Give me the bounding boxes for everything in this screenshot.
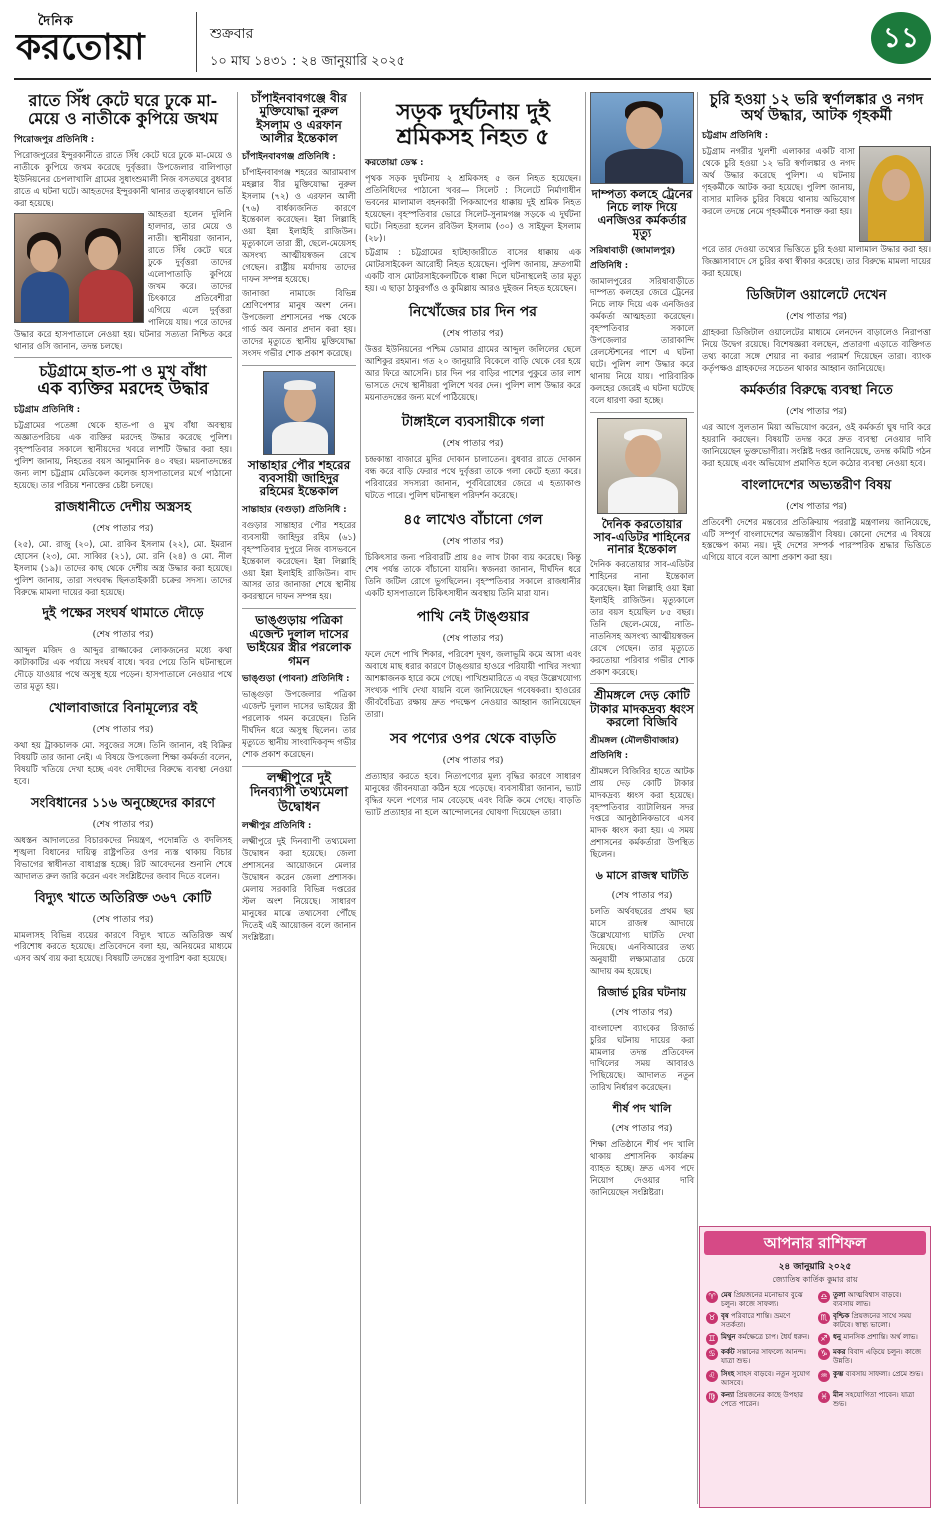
subhead: বাংলাদেশের অভ্যন্তরীণ বিষয় bbox=[741, 477, 892, 493]
continued-label: (শেষ পাতার পর) bbox=[92, 819, 154, 830]
zodiac-name: বৃষ bbox=[721, 1312, 729, 1321]
article-body: চিকিৎসার জন্য পরিবারটি প্রায় ৪৫ লাখ টাকা ব্যয় করেছে। কিন্তু শেষ পর্যন্ত তাকে বাঁচানো যায়নি। স্বজনরা জানান, দীর্ঘদিন ধরে তিনি জটিল রোগে ভুগছিলেন। বৃহস্পতিবার সকালে রাজধানীর একটি হাসপাতালে চিকিৎসাধীন অবস্থায় তিনি মারা যান। bbox=[365, 551, 581, 598]
continued-label: (শেষ পাতার পর) bbox=[786, 312, 847, 323]
zodiac-text: আত্মবিশ্বাস বাড়বে। ব্যবসায় লাভ। bbox=[833, 1291, 902, 1309]
news-photo bbox=[14, 213, 144, 323]
continued-label: (শেষ পাতার পর) bbox=[786, 406, 847, 417]
zodiac-text: কর্মক্ষেত্রে চাপ। ধৈর্য ধরুন। bbox=[735, 1333, 810, 1342]
byline: ভাঙ্গুড়া (পাবনা) প্রতিনিধি : bbox=[242, 674, 350, 685]
column-divider bbox=[697, 92, 698, 1504]
column-4 bbox=[590, 92, 694, 1199]
zodiac-icon: ♐ bbox=[818, 1333, 830, 1345]
zodiac-name: মেষ bbox=[721, 1291, 732, 1299]
zodiac-name: কন্যা bbox=[721, 1390, 735, 1399]
zodiac-icon: ♈ bbox=[706, 1291, 718, 1303]
continued-label: (শেষ পাতার পর) bbox=[442, 329, 504, 340]
zodiac-text: সন্তানের সাফল্যে আনন্দ। যাত্রা শুভ। bbox=[721, 1348, 806, 1366]
horoscope-sign bbox=[818, 1391, 924, 1409]
byline: লক্ষ্মীপুর প্রতিনিধি : bbox=[242, 821, 312, 832]
horoscope-sign bbox=[818, 1333, 924, 1345]
zodiac-name: মিথুন bbox=[721, 1333, 736, 1342]
zodiac-text: পরিবারে শান্তি। ভ্রমণে সতর্কতা। bbox=[721, 1312, 791, 1330]
obituary-photo bbox=[263, 371, 335, 455]
zodiac-name: কর্কট bbox=[721, 1348, 735, 1357]
article-body: গ্রাহকরা ডিজিটাল ওয়ালেটের মাধ্যমে লেনদেন বাড়ালেও নিরাপত্তা নিয়ে উদ্বেগ রয়েছে। বিশেষজ্ঞরা বলছেন, প্রতারণা এড়াতে ব্যক্তিগত তথ্য কারো সঙ্গে শেয়ার না করার পরামর্শ দিয়েছেন তারা। ব্যাংক কর্তৃপক্ষও গ্রাহকদের সচেতন থাকার আহ্বান জানিয়েছে। bbox=[702, 327, 931, 373]
article-body: বগুড়ার সান্তাহার পৌর শহরের ব্যবসায়ী জাহিদুর রহিম (৬১) বৃহস্পতিবার দুপুরে নিজ বাসভবনে ইন্তেকাল করেছেন। ইন্না লিল্লাহি ওয়া ইন্না ইলাইহি রাজিউন। বাদ আসর তার জানাজা শেষে স্থানীয় কবরস্থানে দাফন সম্পন্ন হয়। bbox=[242, 519, 356, 602]
headline-santahar: সান্তাহার পৌর শহরের ব্যবসায়ী জাহিদুর রহিমের ইন্তেকাল bbox=[247, 457, 351, 499]
zodiac-name: কুম্ভ bbox=[833, 1369, 844, 1378]
column-divider bbox=[360, 92, 361, 1504]
article-body: পরে তার দেওয়া তথ্যের ভিত্তিতে চুরি হওয়া মালামাল উদ্ধার করা হয়। জিজ্ঞাসাবাদে সে চুরির কথা স্বীকার করেছে। তার বিরুদ্ধে মামলা দায়ের করা হয়েছে। bbox=[702, 244, 931, 279]
subhead: শীর্ষ পদ খালি bbox=[612, 1102, 672, 1116]
zodiac-icon: ♊ bbox=[706, 1333, 718, 1345]
continued-label: (শেষ পাতার পর) bbox=[92, 725, 154, 736]
headline-attack: রাতে সিঁধ কেটে ঘরে ঢুকে মা-মেয়ে ও নাতীকে কুপিয়ে জখম bbox=[28, 91, 218, 128]
article-body: শ্রীমঙ্গলে বিজিবির হাতে আটক প্রায় দেড় কোটি টাকার মাদকদ্রব্য ধ্বংস করা হয়েছে। বৃহস্পতিবার ব্যাটালিয়ন সদর দপ্তরে আনুষ্ঠানিকভাবে এসব মাদক ধ্বংস করা হয়। এ সময় প্রশাসনের কর্মকর্তারা উপস্থিত ছিলেন। bbox=[590, 765, 694, 860]
horoscope-date: ২৪ জানুয়ারি ২০২৫ bbox=[778, 1262, 852, 1272]
byline: চট্টগ্রাম প্রতিনিধি : bbox=[14, 405, 81, 416]
continued-label: (শেষ পাতার পর) bbox=[442, 634, 504, 645]
byline: চাঁপাইনবাবগঞ্জ প্রতিনিধি : bbox=[242, 151, 336, 162]
headline-body-recovered-2: এক ব্যক্তির মরদেহ উদ্ধার bbox=[37, 379, 209, 400]
byline: সরিষাবাড়ী (জামালপুর) প্রতিনিধি : bbox=[590, 245, 676, 271]
zodiac-text: বিবাদ এড়িয়ে চলুন। কাজে উন্নতি। bbox=[833, 1348, 921, 1366]
horoscope-sign bbox=[706, 1333, 812, 1345]
byline: শ্রীমঙ্গল (মৌলভীবাজার) প্রতিনিধি : bbox=[590, 735, 680, 761]
continued-label: (শেষ পাতার পর) bbox=[442, 755, 504, 766]
continued-label: (শেষ পাতার পর) bbox=[92, 523, 154, 534]
zodiac-icon: ♒ bbox=[818, 1370, 830, 1382]
headline-ngo-officer: দাম্পত্য কলহে ট্রেনের নিচে লাফ দিয়ে এনজিওর কর্মকর্তার মৃত্যু bbox=[591, 187, 693, 240]
continued-label: (শেষ পাতার পর) bbox=[92, 630, 154, 641]
masthead-rule bbox=[14, 78, 931, 80]
zodiac-name: মীন bbox=[833, 1390, 844, 1399]
zodiac-text: মানসিক প্রশান্তি। অর্থ লাভ। bbox=[841, 1333, 918, 1342]
article-body: চট্টগ্রাম নগরীর খুলশী এলাকার একটি বাসা থেকে চুরি হওয়া ১২ ভরি স্বর্ণালঙ্কার ও নগদ অর্থ উদ্ধার করেছে পুলিশ। এ ঘটনায় গৃহকর্মীকে আটক করা হয়েছে। পুলিশ জানায়, বাসার মালিক চুরির বিষয়ে থানায় অভিযোগ করলে তদন্তে নেমে গৃহকর্মীকে শনাক্ত করা হয়। bbox=[702, 146, 855, 217]
horoscope-sign bbox=[706, 1312, 812, 1330]
zodiac-name: মকর bbox=[833, 1348, 846, 1357]
article-body: উত্তর ইউনিয়নের পশ্চিম ডোমার গ্রামের আব্দুল জলিলের ছেলে আশিকুর রহমান। গত ২০ জানুয়ারি বিকেলে বাড়ি থেকে বের হয়ে আর ফিরে আসেনি। চার দিন পর বাড়ির পাশের পুকুরে তার লাশ ভাসতে দেখে স্থানীয়রা পুলিশে খবর দেন। পুলিশ লাশ উদ্ধার করে ময়নাতদন্তের জন্য মর্গে পাঠিয়েছে। bbox=[365, 344, 581, 403]
article-body: বাংলাদেশ ব্যাংকের রিজার্ভ চুরির ঘটনায় দায়ের করা মামলার তদন্ত প্রতিবেদন দাখিলের সময় আবারও পিছিয়েছে। আদালত নতুন তারিখ নির্ধারণ করেছেন। bbox=[590, 1022, 694, 1093]
zodiac-icon: ♍ bbox=[706, 1391, 718, 1403]
horoscope-box bbox=[699, 1226, 931, 1508]
zodiac-text: প্রিয়জনের কাছে উপহার পেতে পারেন। bbox=[721, 1390, 804, 1408]
subhead: টাঙ্গাইলে ব্যবসায়ীকে গলা bbox=[401, 414, 545, 431]
masthead bbox=[14, 8, 931, 82]
horoscope-sign bbox=[706, 1291, 812, 1309]
subhead: দুই পক্ষের সংঘর্ষ থামাতে দৌড়ে bbox=[42, 606, 204, 622]
page-number-badge: ১১ bbox=[871, 12, 931, 64]
horoscope-sign bbox=[818, 1291, 924, 1309]
column-1 bbox=[14, 92, 232, 965]
article-body: আব্দুল মজিদ ও আব্দুর রাজ্জাকের লোকজনের মধ্যে কথা কাটাকাটির এক পর্যায়ে সংঘর্ষ বাধে। খবর পেয়ে তিনি ঘটনাস্থলে দৌড়ে যাওয়ার পথে অসুস্থ হয়ে পড়েন। হাসপাতালে নেওয়ার পথে তার মৃত্যু হয়। bbox=[14, 645, 232, 692]
headline-road-accident: সড়ক দুর্ঘটনায় দুই শ্রমিকসহ নিহত ৫ bbox=[396, 99, 550, 150]
article-body: এর আগে সুলতান মিয়া অভিযোগ করেন, ওই কর্মকর্তা ঘুষ দাবি করে হয়রানি করছেন। বিষয়টি তদন্ত করে দ্রুত ব্যবস্থা নেওয়ার দাবি জানিয়েছেন ভুক্তভোগীরা। সংশ্লিষ্ট দপ্তর জানিয়েছে, তদন্ত কমিটি গঠন করা হয়েছে এবং অভিযোগ প্রমাণিত হলে কঠোর ব্যবস্থা নেওয়া হবে। bbox=[702, 421, 931, 468]
continued-label: (শেষ পাতার পর) bbox=[92, 914, 154, 925]
horoscope-sign bbox=[818, 1312, 924, 1330]
headline-freedom-fighters: চাঁপাইনবাবগঞ্জে বীর মুক্তিযোদ্ধা নুরুল ইসলাম ও এরফান আলীর ইন্তেকাল bbox=[251, 91, 347, 146]
column-3 bbox=[365, 92, 581, 819]
subhead: নিখোঁজের চার দিন পর bbox=[409, 304, 537, 321]
horoscope-sign bbox=[818, 1370, 924, 1388]
zodiac-text: সাহস বাড়বে। নতুন সুযোগ আসবে। bbox=[721, 1369, 811, 1387]
newspaper-logo bbox=[16, 12, 186, 74]
zodiac-icon: ♎ bbox=[818, 1291, 830, 1303]
article-body: জামালপুরের সরিষাবাড়ীতে দাম্পত্য কলহের জেরে ট্রেনের নিচে লাফ দিয়ে এক এনজিওর কর্মকর্তা আত্মহত্যা করেছেন। বৃহস্পতিবার সকালে উপজেলার তারাকান্দি রেলস্টেশনের পাশে এ ঘটনা ঘটে। পুলিশ লাশ উদ্ধার করে থানায় নিয়ে যায়। পারিবারিক কলহের জেরেই এ ঘটনা ঘটেছে বলে ধারণা করা হচ্ছে। bbox=[590, 275, 694, 405]
article-body: চন্দ্রকান্তা বাজারে মুদির দোকান চালাতেন। বুধবার রাতে দোকান বন্ধ করে বাড়ি ফেরার পথে দুর্বৃত্তরা তাকে গলা কেটে হত্যা করে। পরিবারের সদস্যরা জানান, পূর্ববিরোধের জেরে এ হত্যাকাণ্ড ঘটতে পারে। পুলিশ ঘটনাস্থল পরিদর্শন করেছে। bbox=[365, 454, 581, 500]
byline: সান্তাহার (বগুড়া) প্রতিনিধি : bbox=[242, 504, 347, 515]
article-body: শিক্ষা প্রতিষ্ঠানে শীর্ষ পদ খালি থাকায় প্রশাসনিক কার্যক্রম ব্যাহত হচ্ছে। দ্রুত এসব পদে নিয়োগ দেওয়ার দাবি জানিয়েছেন সংশ্লিষ্টরা। bbox=[590, 1139, 694, 1197]
article-body: প্রত্যাহার করতে হবে। নিত্যপণ্যের মূল্য বৃদ্ধির কারণে সাধারণ মানুষের জীবনযাত্রা কঠিন হয়ে পড়েছে। ব্যবসায়ীরা জানান, ভ্যাট বৃদ্ধির ফলে পণ্যের দাম বেড়েছে এবং বিক্রি কমে গেছে। বাড়তি ভ্যাট প্রত্যাহার না হলে আন্দোলনের ঘোষণা দিয়েছেন তারা। bbox=[365, 770, 581, 817]
continued-label: (শেষ পাতার পর) bbox=[611, 1007, 673, 1018]
continued-label: (শেষ পাতার পর) bbox=[611, 1124, 673, 1135]
headline-gold-recovered: চুরি হওয়া ১২ ভরি স্বর্ণালঙ্কার ও নগদ অর্থ উদ্ধার, আটক গৃহকর্মী bbox=[709, 91, 924, 125]
continued-label: (শেষ পাতার পর) bbox=[611, 891, 673, 902]
article-body: (২৫), মো. রাজু (২০), মো. রাকিব ইসলাম (২২), মো. ইমরান হোসেন (২৩), মো. সাব্বির (২১), মো. রনি (২৪) ও মো. নীল ইসলাম (১৯)। তাদের কাছ থেকে দেশীয় অস্ত্র উদ্ধার করা হয়েছে। পুলিশ জানায়, তারা সংঘবদ্ধ ছিনতাইকারী চক্রের সদস্য। তাদের বিরুদ্ধে মামলা দায়ের করা হয়েছে। bbox=[14, 538, 232, 597]
article-body: ফলে দেশে পাখি শিকার, পরিবেশ দূষণ, জলাভূমি কমে আসা এবং অবাধে মাছ ধরার কারণে টাঙ্গুয়ার হাওরে পরিযায়ী পাখির সংখ্যা আশঙ্কাজনক হারে কমে গেছে। পাখিশুমারিতে এ বছর উল্লেখযোগ্য সংখ্যক পাখি দেখা যায়নি বলে জানিয়েছেন গবেষকরা। হাওরের জীববৈচিত্র্য রক্ষায় দ্রুত পদক্ষেপ নেওয়ার আহ্বান জানিয়েছেন তারা। bbox=[365, 649, 581, 720]
byline: পিরোজপুর প্রতিনিধি : bbox=[14, 134, 95, 145]
zodiac-icon: ♋ bbox=[706, 1348, 718, 1360]
article-body: চট্টগ্রামের পতেঙ্গা থেকে হাত-পা ও মুখ বাঁধা অবস্থায় অজ্ঞাতপরিচয় এক ব্যক্তির মরদেহ উদ্ধার করেছে পুলিশ। বৃহস্পতিবার সকালে স্থানীয়দের খবরে লাশটি উদ্ধার করা হয়। পুলিশ জানায়, নিহতের বয়স আনুমানিক ৪০ বছর। ময়নাতদন্তের জন্য লাশ চট্টগ্রাম মেডিকেল কলেজ হাসপাতালের মর্গে পাঠানো হয়েছে। তার পরিচয় শনাক্তের চেষ্টা চলছে। bbox=[14, 420, 232, 490]
zodiac-name: সিংহ bbox=[721, 1369, 735, 1378]
headline-body-recovered: চট্টগ্রামে হাত-পা ও মুখ বাঁধা bbox=[39, 362, 207, 381]
headline-bgb-drugs: শ্রীমঙ্গলে দেড় কোটি টাকার মাদকদ্রব্য ধ্বংস করলো বিজিবি bbox=[590, 688, 694, 730]
subhead: ৬ মাসে রাজস্ব ঘাটতি bbox=[595, 869, 689, 883]
zodiac-name: তুলা bbox=[833, 1291, 846, 1299]
article-body: আহতরা হলেন দুলিনি হালদার, তার মেয়ে ও নাতী। স্থানীয়রা জানান, রাতে সিঁধ কেটে ঘরে ঢুকে দুর্বৃত্তরা তাদের এলোপাতাড়ি কুপিয়ে জখম করে। তাদের চিৎকারে প্রতিবেশীরা এগিয়ে এলে দুর্বৃত্তরা পালিয়ে যায়। পরে তাদের উদ্ধার করে হাসপাতালে নেওয়া হয়। ঘটনার সত্যতা নিশ্চিত করে থানার ওসি জানান, তদন্ত চলছে। bbox=[14, 209, 232, 351]
logo-big-text: করতোয়া bbox=[16, 27, 145, 68]
column-2 bbox=[242, 92, 356, 943]
article-body: চট্টগ্রাম : চট্টগ্রামের হাটহাজারীতে বাসের ধাক্কায় এক মোটরসাইকেল আরোহী নিহত হয়েছেন। পুলিশ জানায়, দ্রুতগামী একটি বাস মোটরসাইকেলটিকে ধাক্কা দিলে ঘটনাস্থলেই তার মৃত্যু হয়। এ ছাড়া ঠাকুরগাঁও ও কুমিল্লায় আরও দুইজন নিহত হয়েছেন। bbox=[365, 246, 581, 293]
victim-photo bbox=[590, 92, 694, 184]
subhead: বিদ্যুৎ খাতে অতিরিক্ত ৩৬৭ কোটি bbox=[34, 890, 212, 906]
continued-label: (শেষ পাতার পর) bbox=[786, 501, 847, 512]
subhead: কর্মকর্তার বিরুদ্ধে ব্যবস্থা নিতে bbox=[740, 382, 893, 398]
zodiac-name: ধনু bbox=[833, 1333, 842, 1342]
article-body: চাঁপাইনবাবগঞ্জ শহরের আরামবাগ মহল্লার বীর মুক্তিযোদ্ধা নুরুল ইসলাম (৭২) ও এরফান আলী (৭৬) বার্ধক্যজনিত কারণে ইন্তেকাল করেছেন। ইন্না লিল্লাহি ওয়া ইন্না ইলাইহি রাজিউন। মৃত্যুকালে তারা স্ত্রী, ছেলে-মেয়েসহ অসংখ্য আত্মীয়স্বজন রেখে গেছেন। রাষ্ট্রীয় মর্যাদায় তাদের দাফন সম্পন্ন হয়েছে। bbox=[242, 166, 356, 285]
byline: করতোয়া ডেস্ক : bbox=[365, 158, 424, 169]
zodiac-icon: ♌ bbox=[706, 1370, 718, 1382]
article-body: ভাঙ্গুড়া উপজেলার পত্রিকা এজেন্ট দুলাল দাসের ভাইয়ের স্ত্রী পরলোক গমন করেছেন। তিনি দীর্ঘদিন ধরে অসুস্থ ছিলেন। তার মৃত্যুতে স্থানীয় সাংবাদিকবৃন্দ গভীর শোক প্রকাশ করেছেন। bbox=[242, 689, 356, 759]
subhead: ৪৫ লাখেও বাঁচানো গেল bbox=[403, 511, 543, 528]
subhead: খোলাবাজারে বিনামূল্যের বই bbox=[48, 701, 198, 717]
article-body: লক্ষ্মীপুরে দুই দিনব্যাপী তথ্যমেলা উদ্বোধন করা হয়েছে। জেলা প্রশাসনের আয়োজনে মেলার উদ্বোধন করেন জেলা প্রশাসক। মেলায় সরকারি বিভিন্ন দপ্তরের স্টল অংশ নিয়েছে। সাধারণ মানুষের মাঝে তথ্যসেবা পৌঁছে দিতেই এই আয়োজন বলে জানান সংশ্লিষ্টরা। bbox=[242, 836, 356, 942]
horoscope-sign bbox=[706, 1348, 812, 1366]
zodiac-icon: ♉ bbox=[706, 1312, 718, 1324]
horoscope-grid bbox=[700, 1287, 930, 1413]
article-body: মামলাসহ বিভিন্ন ব্যয়ের কারণে বিদ্যুৎ খাতে অতিরিক্ত অর্থ পরিশোধ করতে হয়েছে। প্রতিবেদনে বলা হয়, অনিয়মের মাধ্যমে এসব অর্থ ব্যয় করা হয়েছে। বিষয়টি তদন্তের সুপারিশ করা হয়েছে। bbox=[14, 929, 232, 964]
article-body: কথা হয় ট্রাকচালক মো. সবুজের সঙ্গে। তিনি জানান, বই বিক্রির বিষয়টি তার জানা নেই। এ বিষয়ে উপজেলা শিক্ষা কর্মকর্তা বলেন, বিষয়টি খতিয়ে দেখা হচ্ছে এবং দোষীদের বিরুদ্ধে ব্যবস্থা নেওয়া হবে। bbox=[14, 740, 232, 786]
subhead: ডিজিটাল ওয়ালেটে দেখেন bbox=[746, 288, 887, 304]
zodiac-icon: ♑ bbox=[818, 1348, 830, 1360]
headline-sub-editor: দৈনিক করতোয়ার সাব-এডিটর শাহিনের নানার ইন্তেকাল bbox=[593, 516, 691, 557]
article-body: জানাজা নামাজে বিভিন্ন শ্রেণিপেশার মানুষ অংশ নেন। উপজেলা প্রশাসনের পক্ষ থেকে গার্ড অব অনার প্রদান করা হয়। তাদের মৃত্যুতে স্থানীয় মুক্তিযোদ্ধা সংসদ গভীর শোক প্রকাশ করেছে। bbox=[242, 287, 356, 358]
masthead-date: ১০ মাঘ ১৪৩১ : ২৪ জানুয়ারি ২০২৫ bbox=[210, 54, 405, 69]
masthead-divider bbox=[196, 12, 197, 72]
horoscope-sign bbox=[706, 1370, 812, 1388]
article-body: দৈনিক করতোয়ার সাব-এডিটর শাহিনের নানা ইন্তেকাল করেছেন। ইন্না লিল্লাহি ওয়া ইন্না ইলাইহি রাজিউন। মৃত্যুকালে তার বয়স হয়েছিল ৮৫ বছর। তিনি ছেলে-মেয়ে, নাতি-নাতনিসহ অসংখ্য আত্মীয়স্বজন রেখে গেছেন। তার মৃত্যুতে করতোয়া পরিবার গভীর শোক প্রকাশ করেছে। bbox=[590, 559, 694, 677]
horoscope-author: জ্যোতিষ কার্তিক কুমার রায় bbox=[772, 1275, 858, 1284]
continued-label: (শেষ পাতার পর) bbox=[442, 439, 504, 450]
zodiac-text: প্রিয়জনের মনোভাব বুঝে চলুন। কাজে সাফল্য। bbox=[721, 1291, 803, 1309]
logo-small-text: দৈনিক bbox=[38, 14, 74, 29]
subhead: সব পণ্যের ওপর থেকে বাড়তি bbox=[390, 730, 556, 747]
subhead: সংবিধানের ১১৬ অনুচ্ছেদের কারণে bbox=[30, 795, 216, 811]
subhead: রিজার্ভ চুরির ঘটনায় bbox=[597, 985, 687, 999]
zodiac-text: প্রিয়জনের সাথে সময় কাটবে। স্বাস্থ্য ভালো। bbox=[833, 1312, 912, 1330]
byline: চট্টগ্রাম প্রতিনিধি : bbox=[702, 131, 769, 142]
zodiac-text: ব্যবসায় সাফল্য। প্রেমে শুভ। bbox=[843, 1369, 923, 1378]
headline-lakshmipur: লক্ষ্মীপুরে দুই দিনব্যাপী তথ্যমেলা উদ্বোধন bbox=[250, 770, 348, 815]
zodiac-icon: ♓ bbox=[818, 1391, 830, 1403]
horoscope-sign bbox=[818, 1348, 924, 1366]
arrested-maid-photo bbox=[859, 146, 931, 242]
obituary-photo bbox=[597, 418, 687, 514]
headline-bhangura: ভাঙ্গুড়ায় পত্রিকা এজেন্ট দুলাল দাসের ভাইয়ের স্ত্রীর পরলোক গমন bbox=[246, 613, 352, 668]
zodiac-name: বৃশ্চিক bbox=[833, 1312, 850, 1321]
article-body: প্রতিবেশী দেশের মন্তব্যের প্রতিক্রিয়ায় পররাষ্ট্র মন্ত্রণালয় জানিয়েছে, এটি সম্পূর্ণ বাংলাদেশের অভ্যন্তরীণ বিষয়। কোনো দেশের এ বিষয়ে হস্তক্ষেপ কাম্য নয়। দুই দেশের সম্পর্ক পারস্পরিক শ্রদ্ধার ভিত্তিতে এগিয়ে যাবে বলে আশা প্রকাশ করা হয়। bbox=[702, 516, 931, 563]
column-divider bbox=[585, 92, 586, 1504]
zodiac-text: সহযোগিতা পাবেন। যাত্রা শুভ। bbox=[833, 1390, 915, 1408]
article-body: চলতি অর্থবছরের প্রথম ছয় মাসে রাজস্ব আদায়ে উল্লেখযোগ্য ঘাটতি দেখা দিয়েছে। এনবিআরের তথ্য অনুযায়ী লক্ষ্যমাত্রার চেয়ে আদায় কম হয়েছে। bbox=[590, 906, 694, 976]
column-divider bbox=[237, 92, 238, 1504]
subhead: রাজধানীতে দেশীয় অস্ত্রসহ bbox=[55, 499, 191, 515]
horoscope-sign bbox=[706, 1391, 812, 1409]
article-body: পিরোজপুরের ইন্দুরকানীতে রাতে সিঁধ কেটে ঘরে ঢুকে মা-মেয়ে ও নাতীকে কুপিয়ে জখম করেছে দুর্বৃত্তরা। উপজেলার বালিপাড়া ইউনিয়নের চেপলাখালি গ্রামের সুধাংশুমালী নিজ বসতঘরে বুধবার রাতে এ ঘটনা ঘটে। আহতদের ইন্দুরকানী থানার তত্ত্বাবধানে ভর্তি করা হয়েছে। bbox=[14, 149, 232, 208]
masthead-day: শুক্রবার bbox=[210, 26, 254, 42]
article-body: পৃথক সড়ক দুর্ঘটনায় ২ শ্রমিকসহ ৫ জন নিহত হয়েছেন। প্রতিনিধিদের পাঠানো খবর— সিলেট : সিলেটে নির্মাণাধীন ভবনের মালামাল বহনকারী পিকআপের ধাক্কায় দুই শ্রমিক নিহত হয়েছেন। বৃহস্পতিবার ভোরে সিলেট-সুনামগঞ্জ সড়কে এ দুর্ঘটনা ঘটে। নিহতরা হলেন রবিউল ইসলাম (৩০) ও সাইফুল ইসলাম (২৮)। bbox=[365, 173, 581, 243]
zodiac-icon: ♏ bbox=[818, 1312, 830, 1324]
subhead: পাখি নেই টাঙ্গুয়ার bbox=[416, 609, 530, 626]
article-body: অধস্তন আদালতের বিচারকদের নিয়ন্ত্রণ, পদোন্নতি ও বদলিসহ শৃঙ্খলা বিধানের দায়িত্ব রাষ্ট্রপতির ওপর ন্যস্ত থাকায় বিচার বিভাগের স্বাধীনতা বাধাগ্রস্ত হচ্ছে। রিট আবেদনের শুনানি শেষে আদালত রুল জারি করেন এবং সংশ্লিষ্টদের জবাব দিতে বলেন। bbox=[14, 834, 232, 881]
horoscope-title: আপনার রাশিফল bbox=[704, 1231, 926, 1255]
continued-label: (শেষ পাতার পর) bbox=[442, 536, 504, 547]
column-5 bbox=[702, 92, 931, 564]
